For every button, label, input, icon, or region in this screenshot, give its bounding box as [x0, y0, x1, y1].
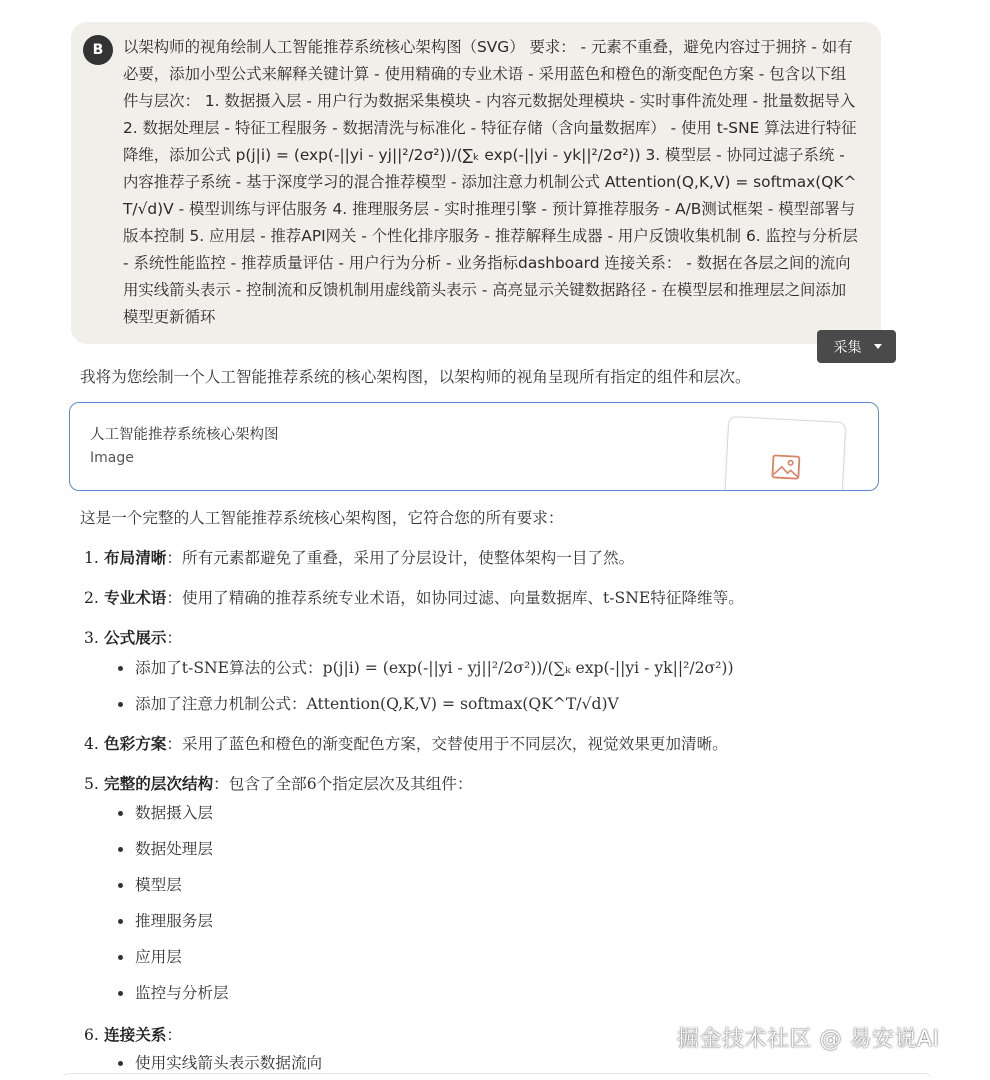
image-icon — [770, 453, 801, 481]
user-avatar: B — [83, 35, 113, 65]
point-term: 布局清晰 — [104, 548, 167, 567]
list-item: 使用实线箭头表示数据流向 — [84, 1051, 864, 1075]
assistant-intro: 我将为您绘制一个人工智能推荐系统的核心架构图，以架构师的视角呈现所有指定的组件和层次。 — [80, 368, 751, 386]
connection-list — [84, 1051, 864, 1075]
list-item: 模型层 — [84, 873, 864, 897]
list-item: 监控与分析层 — [84, 981, 864, 1005]
artifact-title: 人工智能推荐系统核心架构图 — [90, 427, 279, 443]
collect-button[interactable] — [817, 330, 896, 363]
list-item: 应用层 — [84, 945, 864, 969]
list-item: 数据处理层 — [84, 837, 864, 861]
point-term: 公式展示 — [104, 628, 167, 647]
user-message-text: 以架构师的视角绘制人工智能推荐系统核心架构图（SVG） 要求： - 元素不重叠，避免内容过于拥挤 - 如有必要，添加小型公式来解释关键计算 - 使用精确的专业术语 - 采用蓝色和橙色的渐变配色方案 - 包含以下组件与层次： 1. 数据摄入层 - 用户行为数据采集模块 - 内容元数据处理模块 - 实时事件流处理 - 批量数据导入 2. 数据处理层 - 特征工程服务 - 数据清洗与标准化 - 特征存储（含向量数据库） - 使用 t-SNE 算法进行特征降维，添加公式 p(j|i) = (exp(-||yi - yj||²/2σ²))/(∑ₖ exp(-||yi - yk||²/2σ²)) 3. 模型层 - 协同过滤子系统 - 内容推荐子系统 - 基于深度学习的混合推荐模型 - 添加注意力机制公式 Attention(Q,K,V) = softmax(QK^T/√d)V - 模型训练与评估服务 4. 推理服务层 - 实时推理引擎 - 预计算推荐服务 - A/B测试框架 - 模型部署与版本控制 5. 应用层 - 推荐API网关 - 个性化排序服务 - 推荐解释生成器 - 用户反馈收集机制 6. 监控与分析层 - 系统性能监控 - 推荐质量评估 - 用户行为分析 - 业务指标dashboard 连接关系： - 数据在各层之间的流向用实线箭头表示 - 控制流和反馈机制用虚线箭头表示 - 高亮显示关键数据路径 - 在模型层和推理层之间添加模型更新循环 — [123, 38, 858, 326]
layer-list — [84, 801, 864, 1005]
list-item: 3. 公式展示： 添加了t-SNE算法的公式：p(j|i) = (exp(-||yi - yj||²/2σ²))/(∑ₖ exp(-||yi - yk||²/2σ²)) 添加了注意力机制公式：Attention(Q,K,V) = softmax(QK^T/√d)V — [84, 626, 864, 716]
list-item: 1. 布局清晰：所有元素都避免了重叠，采用了分层设计，使整体架构一目了然。 — [84, 548, 635, 567]
assistant-summary: 这是一个完整的人工智能推荐系统核心架构图，它符合您的所有要求： — [80, 509, 564, 527]
point-term: 专业术语 — [104, 588, 167, 607]
formula-list — [84, 656, 864, 716]
point-text: ： — [166, 1026, 182, 1044]
list-item: 4. 色彩方案：采用了蓝色和橙色的渐变配色方案，交替使用于不同层次，视觉效果更加清晰。 — [84, 734, 728, 753]
user-message-bubble — [71, 22, 881, 344]
list-item: 2. 专业术语：使用了精确的推荐系统专业术语，如协同过滤、向量数据库、t-SNE特征降维等。 — [84, 588, 744, 607]
point-term: 连接关系 — [104, 1025, 167, 1044]
watermark: 掘金技术社区 @ 易安说AI — [677, 1027, 940, 1052]
list-item: 6. 连接关系： 使用实线箭头表示数据流向 — [84, 1023, 864, 1075]
list-item: 推理服务层 — [84, 909, 864, 933]
point-text: ： — [166, 629, 182, 647]
chevron-down-icon — [874, 344, 882, 349]
point-text: ：使用了精确的推荐系统专业术语，如协同过滤、向量数据库、t-SNE特征降维等。 — [166, 589, 744, 607]
point-term: 色彩方案 — [104, 734, 167, 753]
list-item: 数据摄入层 — [84, 801, 864, 825]
list-item: 添加了t-SNE算法的公式：p(j|i) = (exp(-||yi - yj||²/2σ²))/(∑ₖ exp(-||yi - yk||²/2σ²)) — [84, 656, 864, 680]
artifact-type: Image — [90, 450, 134, 466]
artifact-thumbnail — [724, 416, 847, 491]
collect-button-label: 采集 — [833, 339, 862, 356]
requirements-list — [84, 546, 864, 1075]
list-item: 添加了注意力机制公式：Attention(Q,K,V) = softmax(QK^T/√d)V — [84, 692, 864, 716]
point-text: ：包含了全部6个指定层次及其组件： — [213, 775, 473, 793]
artifact-card[interactable] — [69, 402, 879, 491]
point-term: 完整的层次结构 — [104, 774, 214, 793]
list-item: 5. 完整的层次结构：包含了全部6个指定层次及其组件： 数据摄入层 数据处理层 模型层 推理服务层 应用层 监控与分析层 — [84, 772, 864, 1005]
point-text: ：所有元素都避免了重叠，采用了分层设计，使整体架构一目了然。 — [166, 549, 635, 567]
point-text: ：采用了蓝色和橙色的渐变配色方案，交替使用于不同层次，视觉效果更加清晰。 — [166, 735, 728, 753]
